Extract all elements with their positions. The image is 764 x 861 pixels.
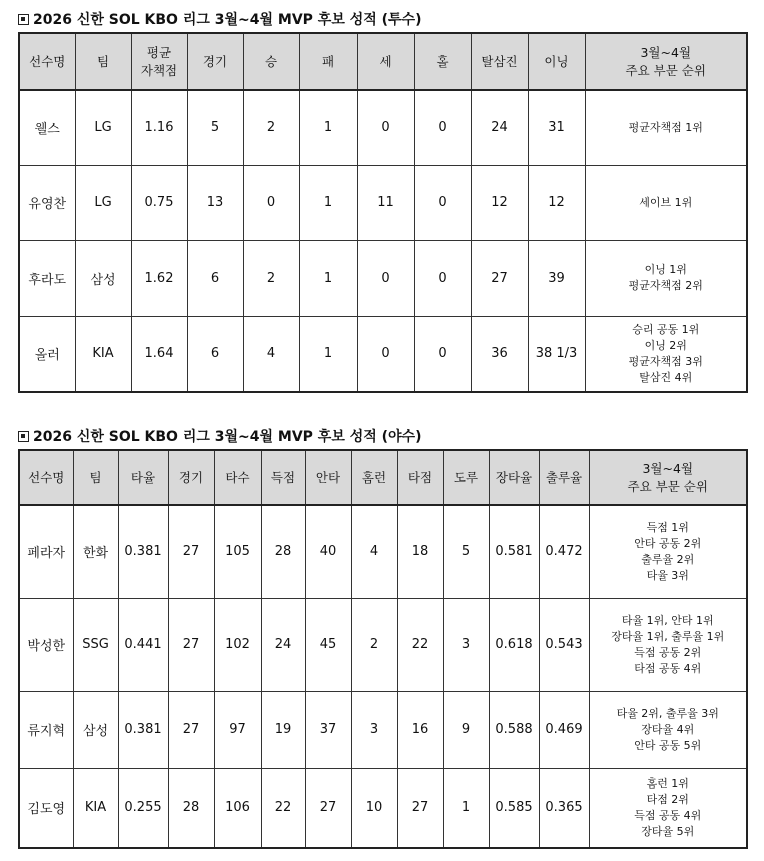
cell-rbi: 27 [397, 768, 443, 848]
cell-obp: 0.365 [539, 768, 589, 848]
header-cell [414, 33, 471, 90]
cell-ip: 38 1/3 [528, 316, 585, 392]
header-cell-line: 경기 [202, 53, 228, 69]
cell-save: 0 [357, 90, 414, 165]
cell-games: 28 [168, 768, 214, 848]
cell-hits: 40 [305, 505, 351, 598]
cell-loss: 1 [299, 316, 357, 392]
cell-team: LG [75, 90, 131, 165]
batter-header-row [19, 450, 747, 505]
header-cell [585, 33, 747, 90]
header-cell-line: 팀 [89, 469, 102, 485]
header-cell-line: 주요 부문 순위 [627, 478, 708, 494]
rank-line: 장타율 1위, 출루율 1위 [611, 629, 725, 643]
header-cell [489, 450, 539, 505]
pitcher-table-body [19, 90, 747, 392]
rank-cell [585, 316, 747, 392]
cell-hr: 10 [351, 768, 397, 848]
cell-era: 1.16 [131, 90, 187, 165]
cell-rbi: 22 [397, 598, 443, 691]
cell-so: 27 [471, 240, 528, 316]
rank-cell [589, 598, 747, 691]
cell-slg: 0.581 [489, 505, 539, 598]
header-cell-line: 타수 [225, 469, 250, 485]
cell-hold: 0 [414, 165, 471, 240]
rank-cell [589, 768, 747, 848]
header-cell [305, 450, 351, 505]
header-cell [261, 450, 305, 505]
header-cell [539, 450, 589, 505]
table-row [19, 598, 747, 691]
header-cell-line: 승 [264, 53, 278, 69]
cell-avg: 0.381 [118, 691, 168, 768]
header-cell [397, 450, 443, 505]
rank-line: 탈삼진 4위 [639, 370, 693, 384]
cell-games: 27 [168, 691, 214, 768]
cell-hr: 4 [351, 505, 397, 598]
cell-era: 1.62 [131, 240, 187, 316]
cell-games: 6 [187, 240, 243, 316]
header-cell-line: 팀 [96, 53, 110, 69]
cell-so: 24 [471, 90, 528, 165]
header-cell [589, 450, 747, 505]
pitcher-title-text: 2026 신한 SOL KBO 리그 3월~4월 MVP 후보 성적 (투수) [33, 12, 422, 28]
rank-line: 출루율 2위 [641, 552, 695, 566]
header-cell [131, 33, 187, 90]
rank-cell [585, 240, 747, 316]
cell-win: 2 [243, 240, 299, 316]
header-cell [214, 450, 261, 505]
cell-win: 2 [243, 90, 299, 165]
header-cell [75, 33, 131, 90]
rank-line: 득점 1위 [646, 520, 689, 534]
rank-line: 평균자책점 3위 [628, 354, 703, 368]
cell-hr: 2 [351, 598, 397, 691]
cell-name: 류지혁 [19, 691, 73, 768]
table-row [19, 768, 747, 848]
header-cell [168, 450, 214, 505]
header-cell [351, 450, 397, 505]
header-cell-line: 타점 [407, 469, 433, 485]
cell-hold: 0 [414, 240, 471, 316]
cell-loss: 1 [299, 240, 357, 316]
pitcher-table [18, 32, 748, 393]
header-cell [187, 33, 243, 90]
header-cell-line: 이닝 [544, 53, 569, 69]
cell-so: 12 [471, 165, 528, 240]
batter-title-text: 2026 신한 SOL KBO 리그 3월~4월 MVP 후보 성적 (야수) [33, 429, 422, 445]
cell-ab: 106 [214, 768, 261, 848]
cell-avg: 0.381 [118, 505, 168, 598]
header-cell-line: 자책점 [140, 62, 178, 78]
cell-team: KIA [75, 316, 131, 392]
cell-so: 36 [471, 316, 528, 392]
rank-cell [589, 691, 747, 768]
cell-team: LG [75, 165, 131, 240]
header-cell [528, 33, 585, 90]
cell-obp: 0.472 [539, 505, 589, 598]
square-bullet-icon [18, 14, 29, 25]
rank-line: 장타율 5위 [641, 824, 695, 838]
cell-team: 삼성 [73, 691, 118, 768]
cell-team: SSG [73, 598, 118, 691]
header-cell [19, 450, 73, 505]
cell-obp: 0.469 [539, 691, 589, 768]
table-row [19, 90, 747, 165]
cell-games: 6 [187, 316, 243, 392]
cell-name: 박성한 [19, 598, 73, 691]
cell-slg: 0.618 [489, 598, 539, 691]
cell-runs: 19 [261, 691, 305, 768]
cell-hits: 37 [305, 691, 351, 768]
header-cell-line: 안타 [315, 469, 341, 485]
table-row [19, 691, 747, 768]
rank-line: 이닝 2위 [644, 338, 687, 352]
rank-line: 득점 공동 4위 [634, 808, 702, 822]
cell-save: 0 [357, 240, 414, 316]
cell-runs: 22 [261, 768, 305, 848]
cell-sb: 1 [443, 768, 489, 848]
cell-hold: 0 [414, 316, 471, 392]
cell-era: 1.64 [131, 316, 187, 392]
header-cell-line: 주요 부문 순위 [625, 62, 706, 78]
cell-hr: 3 [351, 691, 397, 768]
cell-team: 한화 [73, 505, 118, 598]
batter-table-body [19, 505, 747, 848]
header-cell [471, 33, 528, 90]
cell-runs: 28 [261, 505, 305, 598]
cell-rbi: 18 [397, 505, 443, 598]
cell-games: 13 [187, 165, 243, 240]
cell-obp: 0.543 [539, 598, 589, 691]
rank-line: 장타율 4위 [641, 722, 695, 736]
header-cell-line: 장타율 [495, 469, 533, 485]
pitcher-section-title [18, 10, 746, 30]
cell-avg: 0.441 [118, 598, 168, 691]
cell-name: 유영찬 [19, 165, 75, 240]
cell-hold: 0 [414, 90, 471, 165]
header-cell [299, 33, 357, 90]
cell-ab: 97 [214, 691, 261, 768]
header-cell [357, 33, 414, 90]
rank-line: 타율 3위 [646, 568, 689, 582]
cell-games: 5 [187, 90, 243, 165]
batter-section-title [18, 427, 746, 447]
header-cell-line: 선수명 [29, 53, 66, 69]
header-cell-line: 출루율 [545, 469, 583, 485]
header-cell [19, 33, 75, 90]
rank-line: 안타 공동 5위 [634, 738, 702, 752]
cell-name: 페라자 [19, 505, 73, 598]
header-cell-line: 패 [321, 53, 335, 69]
cell-runs: 24 [261, 598, 305, 691]
cell-slg: 0.588 [489, 691, 539, 768]
header-cell [443, 450, 489, 505]
cell-ip: 39 [528, 240, 585, 316]
cell-ab: 102 [214, 598, 261, 691]
cell-name: 김도영 [19, 768, 73, 848]
cell-name: 올러 [19, 316, 75, 392]
pitcher-section [18, 10, 746, 393]
header-cell-line: 3월~4월 [642, 460, 694, 476]
table-row [19, 505, 747, 598]
rank-line: 득점 공동 2위 [634, 645, 702, 659]
cell-sb: 5 [443, 505, 489, 598]
rank-line: 세이브 1위 [639, 195, 693, 209]
cell-win: 4 [243, 316, 299, 392]
cell-games: 27 [168, 505, 214, 598]
header-cell [118, 450, 168, 505]
rank-line: 타율 2위, 출루율 3위 [616, 706, 719, 720]
header-cell-line: 도루 [453, 469, 479, 485]
cell-hits: 45 [305, 598, 351, 691]
rank-cell [585, 165, 747, 240]
cell-loss: 1 [299, 90, 357, 165]
rank-line: 홈런 1위 [646, 776, 689, 790]
cell-save: 11 [357, 165, 414, 240]
cell-era: 0.75 [131, 165, 187, 240]
header-cell-line: 경기 [178, 469, 204, 485]
cell-loss: 1 [299, 165, 357, 240]
batter-table [18, 449, 748, 849]
header-cell-line: 세 [379, 53, 392, 69]
header-cell [243, 33, 299, 90]
header-cell-line: 홈런 [361, 469, 387, 485]
header-cell-line: 선수명 [28, 469, 65, 485]
rank-line: 타율 1위, 안타 1위 [621, 613, 714, 627]
rank-line: 타점 공동 4위 [634, 661, 702, 675]
cell-avg: 0.255 [118, 768, 168, 848]
cell-games: 27 [168, 598, 214, 691]
table-row [19, 165, 747, 240]
cell-name: 웰스 [19, 90, 75, 165]
header-cell-line: 득점 [270, 469, 296, 485]
header-cell [73, 450, 118, 505]
cell-team: KIA [73, 768, 118, 848]
rank-line: 타점 2위 [646, 792, 689, 806]
header-cell-line: 홀 [436, 53, 449, 69]
rank-line: 평균자책점 1위 [628, 120, 703, 134]
cell-hits: 27 [305, 768, 351, 848]
cell-slg: 0.585 [489, 768, 539, 848]
batter-section [18, 427, 746, 849]
cell-win: 0 [243, 165, 299, 240]
header-cell-line: 평균 [146, 44, 172, 60]
cell-ab: 105 [214, 505, 261, 598]
rank-cell [589, 505, 747, 598]
header-cell-line: 탈삼진 [481, 53, 518, 69]
cell-sb: 9 [443, 691, 489, 768]
cell-ip: 31 [528, 90, 585, 165]
header-cell-line: 타율 [130, 469, 156, 485]
pitcher-header-row [19, 33, 747, 90]
cell-save: 0 [357, 316, 414, 392]
rank-line: 승리 공동 1위 [632, 322, 700, 336]
square-bullet-icon [18, 431, 29, 442]
cell-ip: 12 [528, 165, 585, 240]
table-row [19, 316, 747, 392]
rank-line: 평균자책점 2위 [628, 279, 703, 292]
cell-team: 삼성 [75, 240, 131, 316]
table-row [19, 240, 747, 316]
header-cell-line: 3월~4월 [640, 44, 692, 60]
cell-sb: 3 [443, 598, 489, 691]
rank-line: 이닝 1위 [644, 263, 687, 276]
cell-rbi: 16 [397, 691, 443, 768]
cell-name: 후라도 [19, 240, 75, 316]
rank-cell [585, 90, 747, 165]
rank-line: 안타 공동 2위 [634, 536, 702, 550]
